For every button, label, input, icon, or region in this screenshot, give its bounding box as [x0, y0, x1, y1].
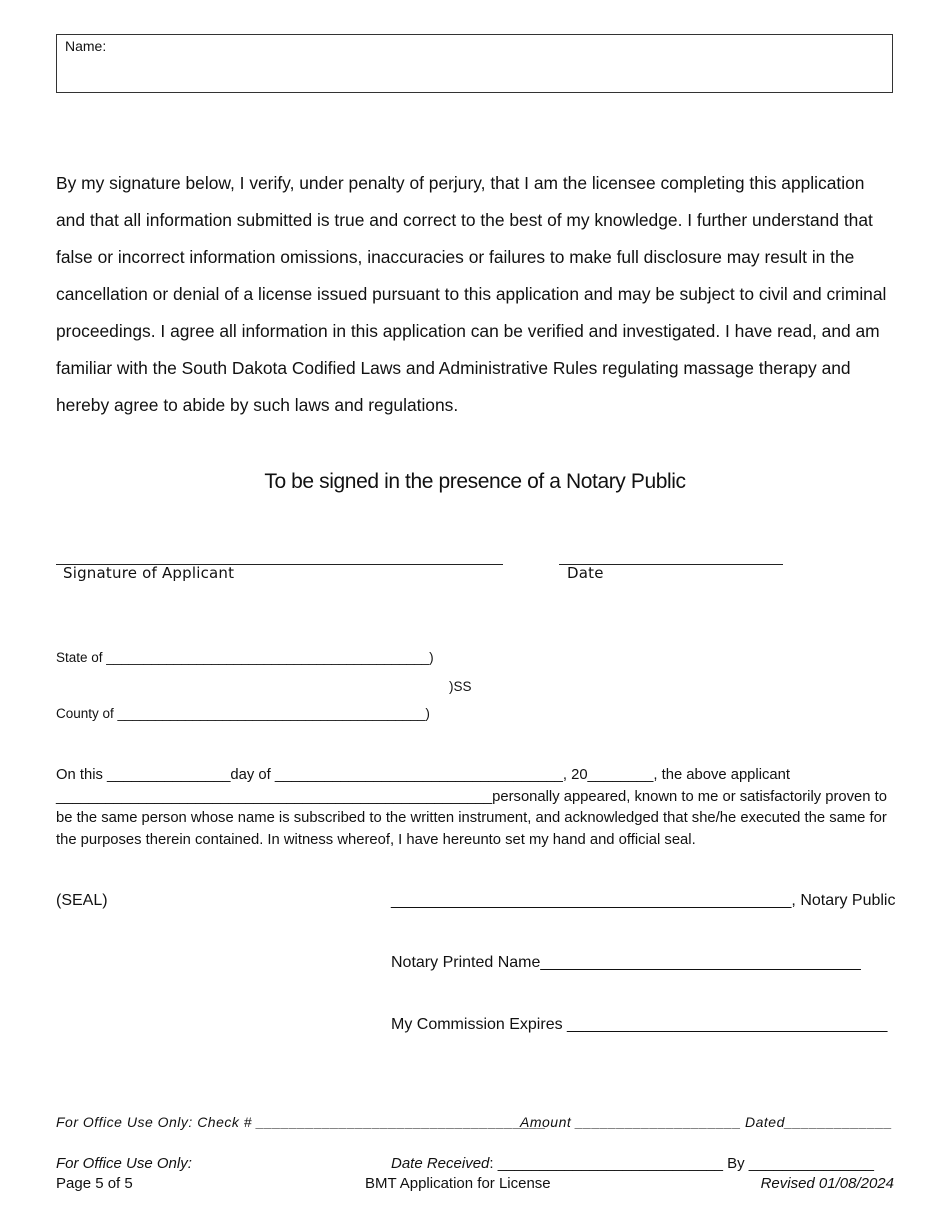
- commission-expires-line[interactable]: My Commission Expires ____________________________________: [391, 1016, 888, 1033]
- date-received-label: Date Received: [391, 1155, 490, 1172]
- ss-mark: )SS: [449, 679, 472, 694]
- attestation-paragraph: By my signature below, I verify, under penalty of perjury, that I am the licensee completing this application and that all information submitted is true and correct to the best of my knowledge. I further understand that false or incorrect information omissions, inaccuracies or failures to make full disclosure may result in the cancellation or denial of a license issued pursuant to this application and may be subject to civil and criminal proceedings. I agree all information in this application can be verified and investigated. I have read, and am familiar with the South Dakota Codified Laws and Administrative Rules regulating massage therapy and hereby agree to abide by such laws and regulations.: [56, 173, 887, 415]
- office-amount-line: Amount ____________________: [520, 1114, 742, 1130]
- notary-statement: On this _______________day of ___________________________________, 20________, the above applicant _____________________________________________________personally appeared, known to me or satisfactorily proven to be the same person whose name is subscribed to the written instrument, and acknowledged that she/he executed the same for the purposes therein contained. In witness whereof, I have hereunto set my hand and official seal.: [56, 767, 887, 848]
- name-field[interactable]: [115, 39, 884, 87]
- revision-date: Revised 01/08/2024: [760, 1175, 894, 1192]
- page-number: Page 5 of 5: [56, 1175, 133, 1192]
- name-box: [56, 34, 893, 93]
- office-use-label: For Office Use Only:: [56, 1155, 192, 1172]
- applicant-signature-label: Signature of Applicant: [63, 564, 235, 582]
- state-of-line[interactable]: State of ___________________________________________): [56, 650, 434, 665]
- document-title: BMT Application for License: [365, 1175, 551, 1192]
- notary-heading: To be signed in the presence of a Notary Public: [264, 470, 686, 493]
- office-check-line: For Office Use Only: Check # ___________________________________: [56, 1114, 547, 1130]
- seal-label: (SEAL): [56, 892, 108, 909]
- name-label: Name:: [65, 38, 107, 54]
- county-of-line[interactable]: County of _________________________________________): [56, 706, 430, 721]
- notary-printed-name-line[interactable]: Notary Printed Name____________________________________: [391, 954, 861, 971]
- office-dated-line: Dated_____________: [745, 1114, 893, 1130]
- date-received-line: [391, 1155, 874, 1172]
- notary-public-line[interactable]: _____________________________________________, Notary Public: [391, 892, 896, 909]
- date-received-blanks: : ___________________________ By _______________: [489, 1155, 874, 1172]
- date-label: Date: [567, 564, 604, 582]
